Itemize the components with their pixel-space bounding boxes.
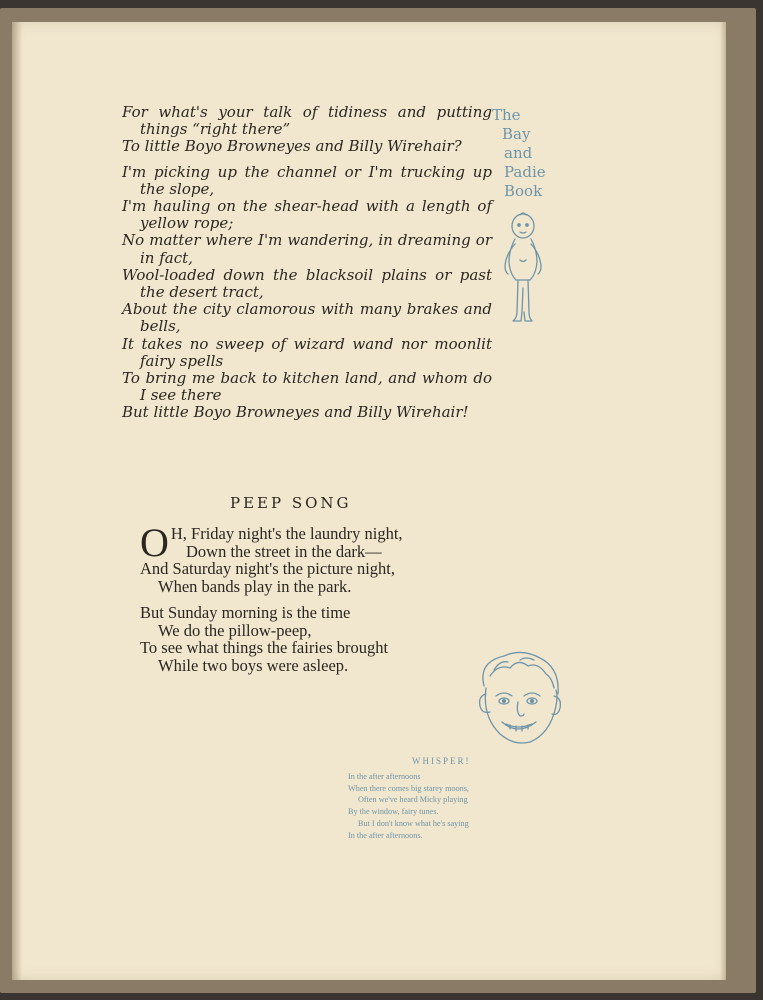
running-title [492,106,546,201]
poem-line: H, Friday night's the laundry night, [170,524,403,543]
poem-line: I'm picking up the channel or I'm trucking up the slope, [122,162,492,198]
poem-line: But little Boyo Browneyes and Billy Wirehair! [122,403,469,422]
poem-line: It takes no sweep of wizard wand nor moonlit fairy spells [122,334,492,370]
page-edge [720,22,726,980]
stanza-1 [122,104,492,156]
poem-line: I'm hauling on the shear-head with a length of yellow rope; [122,197,492,233]
poem-continued [122,104,492,430]
poem-line: For what's your talk of tidiness and putting things “right there” [122,103,492,139]
poem-line: When bands play in the park. [158,576,352,596]
whisper-line: By the window, fairy tunes. [348,807,439,817]
running-title-word: and [504,144,533,162]
running-title-word: Padie [504,163,546,181]
poem-line: To little Boyo Browneyes and Billy Wirehair? [122,137,462,156]
stanza-1 [140,520,480,596]
poem-title: PEEP SONG [230,494,352,512]
poem-line: No matter where I'm wandering, in dreaming or in fact, [122,231,492,267]
whisper-line: In the after afternoons [348,772,421,781]
whisper-line: But I don't know what he's saying [358,818,469,828]
poem-line: Wool-loaded down the blacksoil plains or past the desert tract, [122,265,492,302]
drop-cap: O [140,520,169,565]
spine-shadow [12,22,22,980]
peep-song-poem [140,520,480,683]
stanza-2 [140,604,480,674]
poem-line: About the city clamorous with many brakes and bells, [122,300,492,336]
whisper-poem [348,771,538,841]
poem-line: To bring me back to kitchen land, and whom do I see there [122,369,492,405]
running-title-word: Bay [502,125,531,143]
poem-line: Down the street in the dark— [186,541,382,561]
poem-line: But Sunday morning is the time [140,603,351,622]
whisper-line: When there comes big starey moons, [348,783,469,793]
whisper-line: In the after afternoons. [348,830,423,840]
poem-line: And Saturday night's the picture night, [140,559,396,578]
whisper-line: Often we've heard Micky playing [358,795,468,805]
running-title-word: The [492,106,521,124]
whisper-title: WHISPER! [412,756,471,766]
stanza-2 [122,164,492,422]
boy-face-icon [464,646,570,758]
running-title-word: Book [504,182,543,200]
poem-line: While two boys were asleep. [158,655,349,675]
poem-line: We do the pillow-peep, [158,620,312,640]
poem-line: To see what things the fairies brought [140,638,389,657]
kewpie-figure-icon [500,208,546,332]
